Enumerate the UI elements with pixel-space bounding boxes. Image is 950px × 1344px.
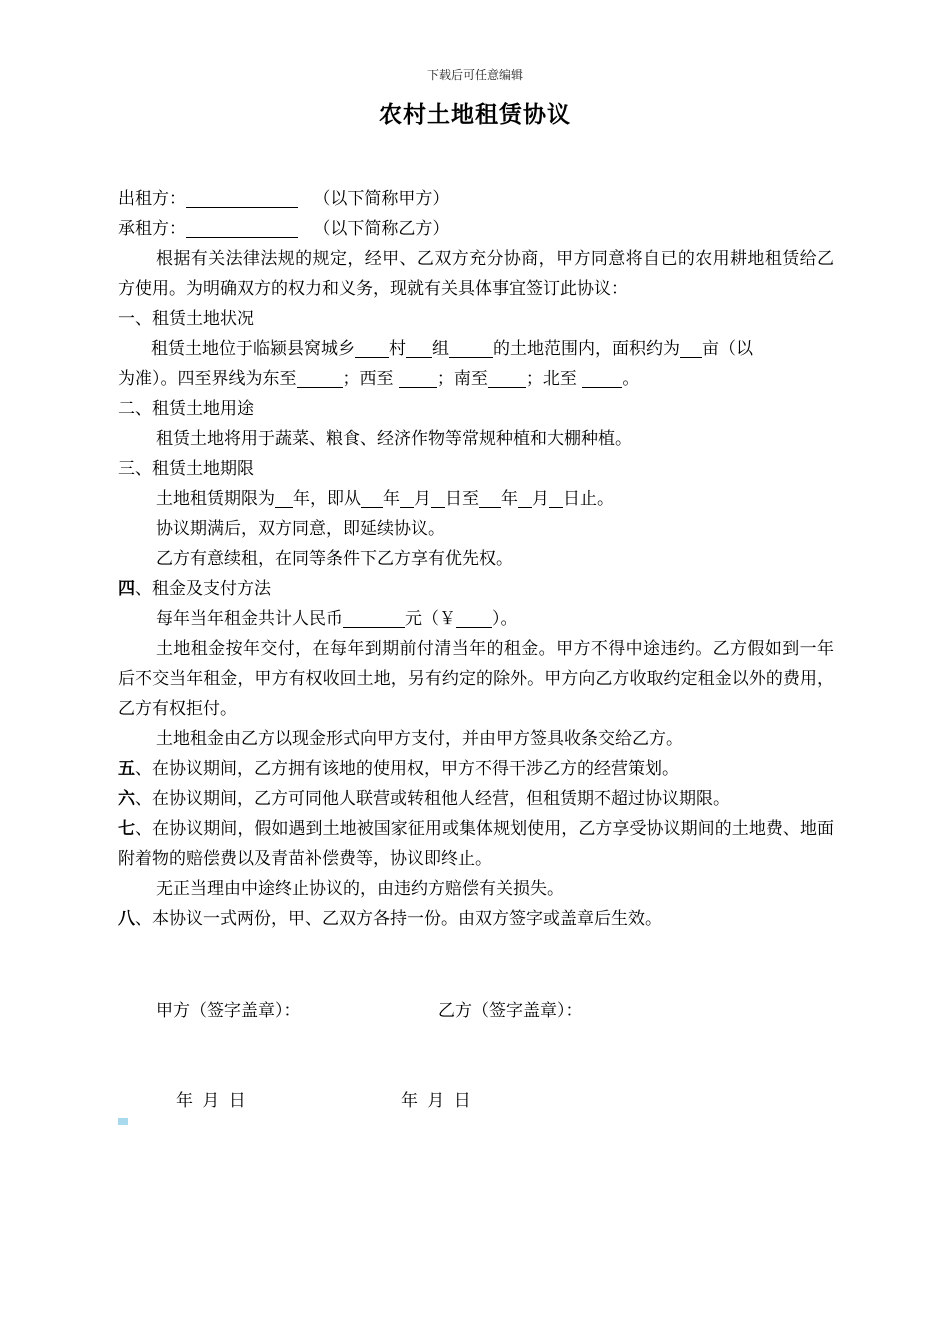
party-a-signature: 甲方（签字盖章）： bbox=[156, 1001, 301, 1021]
section-4-payment-terms: 土地租金按年交付，在每年到期前付清当年的租金。甲方不得中途违约。乙方假如到一年后不交当年租金，甲方有权收回土地，另有约定的除外。甲方向乙方收取约定租金以外的费用，乙方有权拒付。 bbox=[118, 639, 834, 719]
section-3-renewal: 协议期满后，双方同意，即延续协议。 bbox=[156, 519, 445, 539]
s4-text-b: 元（￥ bbox=[405, 609, 456, 629]
rent-amount-blank bbox=[343, 609, 405, 628]
lessor-line bbox=[118, 184, 834, 214]
south-blank bbox=[488, 369, 526, 388]
section-8 bbox=[118, 904, 834, 934]
section-5 bbox=[118, 754, 834, 784]
section-6-number: 六 bbox=[118, 789, 135, 809]
s3-text-a: 土地租赁期限为 bbox=[156, 489, 275, 509]
page-header: 下载后可任意编辑 bbox=[426, 68, 523, 82]
s1-text-d: 的土地范围内，面积约为 bbox=[493, 339, 680, 359]
party-b-date: 年 月 日 bbox=[401, 1091, 473, 1111]
section-5-number: 五 bbox=[118, 759, 135, 779]
section-4-heading bbox=[118, 574, 834, 604]
section-7 bbox=[118, 814, 834, 874]
section-4-payment-method: 土地租金由乙方以现金形式向甲方支付，并由甲方签具收条交给乙方。 bbox=[156, 729, 683, 749]
s1-text-a: 租赁土地位于临颍县窝城乡 bbox=[151, 339, 355, 359]
west-blank bbox=[399, 369, 437, 388]
party-a-date: 年 月 日 bbox=[176, 1091, 248, 1111]
start-month-blank bbox=[400, 489, 414, 508]
lessee-line bbox=[118, 214, 834, 244]
s1-text-i: ；北至 bbox=[525, 369, 583, 389]
section-1-line-1 bbox=[118, 334, 834, 364]
section-7-extra: 无正当理由中途终止协议的，由违约方赔偿有关损失。 bbox=[156, 879, 564, 899]
section-8-text: 、本协议一式两份，甲、乙双方各持一份。由双方签字或盖章后生效。 bbox=[135, 909, 662, 929]
s1-text-j: 。 bbox=[622, 369, 640, 389]
s3-text-d: 月 bbox=[414, 489, 431, 509]
s3-text-f: 年 bbox=[501, 489, 518, 509]
section-4-rent-line bbox=[118, 604, 834, 634]
village-blank bbox=[355, 339, 389, 358]
s1-text-g: ；西至 bbox=[342, 369, 399, 389]
section-3-term-line bbox=[118, 484, 834, 514]
section-7-text: 、在协议期间，假如遇到土地被国家征用或集体规划使用，乙方享受协议期间的土地费、地面附着物的赔偿费以及青苗补偿费等，协议即终止。 bbox=[118, 819, 835, 869]
s1-text-b: 村 bbox=[389, 339, 406, 359]
section-4-title: 、租金及支付方法 bbox=[135, 579, 271, 599]
lessor-label: 出租方： bbox=[118, 189, 186, 209]
lessor-blank bbox=[186, 189, 298, 208]
s1-text-e: 亩（以 bbox=[702, 339, 753, 359]
north-blank bbox=[582, 369, 622, 388]
rent-figure-blank bbox=[456, 609, 492, 628]
start-day-blank bbox=[431, 489, 445, 508]
group-blank bbox=[406, 339, 432, 358]
section-2-text: 租赁土地将用于蔬菜、粮食、经济作物等常规种植和大棚种植。 bbox=[156, 429, 632, 449]
section-3-priority: 乙方有意续租，在同等条件下乙方享有优先权。 bbox=[156, 549, 513, 569]
section-3-heading: 三、租赁土地期限 bbox=[118, 459, 254, 479]
section-4-number: 四 bbox=[118, 579, 135, 599]
s1-text-f: 为准）。四至界线为东至 bbox=[118, 369, 297, 389]
range-blank bbox=[449, 339, 493, 358]
s1-text-h: ；南至 bbox=[436, 369, 488, 389]
section-7-number: 七 bbox=[118, 819, 136, 839]
years-blank bbox=[275, 489, 293, 508]
s3-text-e: 日至 bbox=[445, 489, 479, 509]
end-year-blank bbox=[479, 489, 501, 508]
section-2-heading: 二、租赁土地用途 bbox=[118, 399, 254, 419]
document-body bbox=[118, 184, 834, 934]
area-blank bbox=[680, 339, 702, 358]
lessee-note: （以下简称乙方） bbox=[313, 219, 450, 239]
s3-text-g: 月 bbox=[532, 489, 549, 509]
s3-text-b: 年，即从 bbox=[293, 489, 361, 509]
s3-text-c: 年 bbox=[383, 489, 400, 509]
s4-text-a: 每年当年租金共计人民币 bbox=[156, 609, 343, 629]
lessor-note: （以下简称甲方） bbox=[313, 189, 450, 209]
edit-marker bbox=[118, 1118, 128, 1125]
section-5-text: 、在协议期间，乙方拥有该地的使用权，甲方不得干涉乙方的经营策划。 bbox=[135, 759, 679, 779]
s4-text-c: ）。 bbox=[492, 609, 518, 629]
section-8-number: 八 bbox=[118, 909, 135, 929]
s1-text-c: 组 bbox=[432, 339, 449, 359]
start-year-blank bbox=[361, 489, 383, 508]
intro-paragraph: 根据有关法律法规的规定，经甲、乙双方充分协商，甲方同意将自已的农用耕地租赁给乙方使用。为明确双方的权力和义务，现就有关具体事宜签订此协议： bbox=[118, 249, 834, 299]
end-day-blank bbox=[549, 489, 563, 508]
lessee-blank bbox=[186, 219, 298, 238]
s3-text-h: 日止。 bbox=[563, 489, 614, 509]
lessee-label: 承租方： bbox=[118, 219, 186, 239]
section-1-line-2 bbox=[118, 364, 834, 394]
end-month-blank bbox=[518, 489, 532, 508]
section-6 bbox=[118, 784, 834, 814]
section-1-heading: 一、租赁土地状况 bbox=[118, 309, 254, 329]
east-blank bbox=[297, 369, 343, 388]
party-b-signature: 乙方（签字盖章）： bbox=[438, 1001, 583, 1021]
section-6-text: 、在协议期间，乙方可同他人联营或转租他人经营，但租赁期不超过协议期限。 bbox=[135, 789, 730, 809]
document-title: 农村土地租赁协议 bbox=[379, 102, 571, 128]
